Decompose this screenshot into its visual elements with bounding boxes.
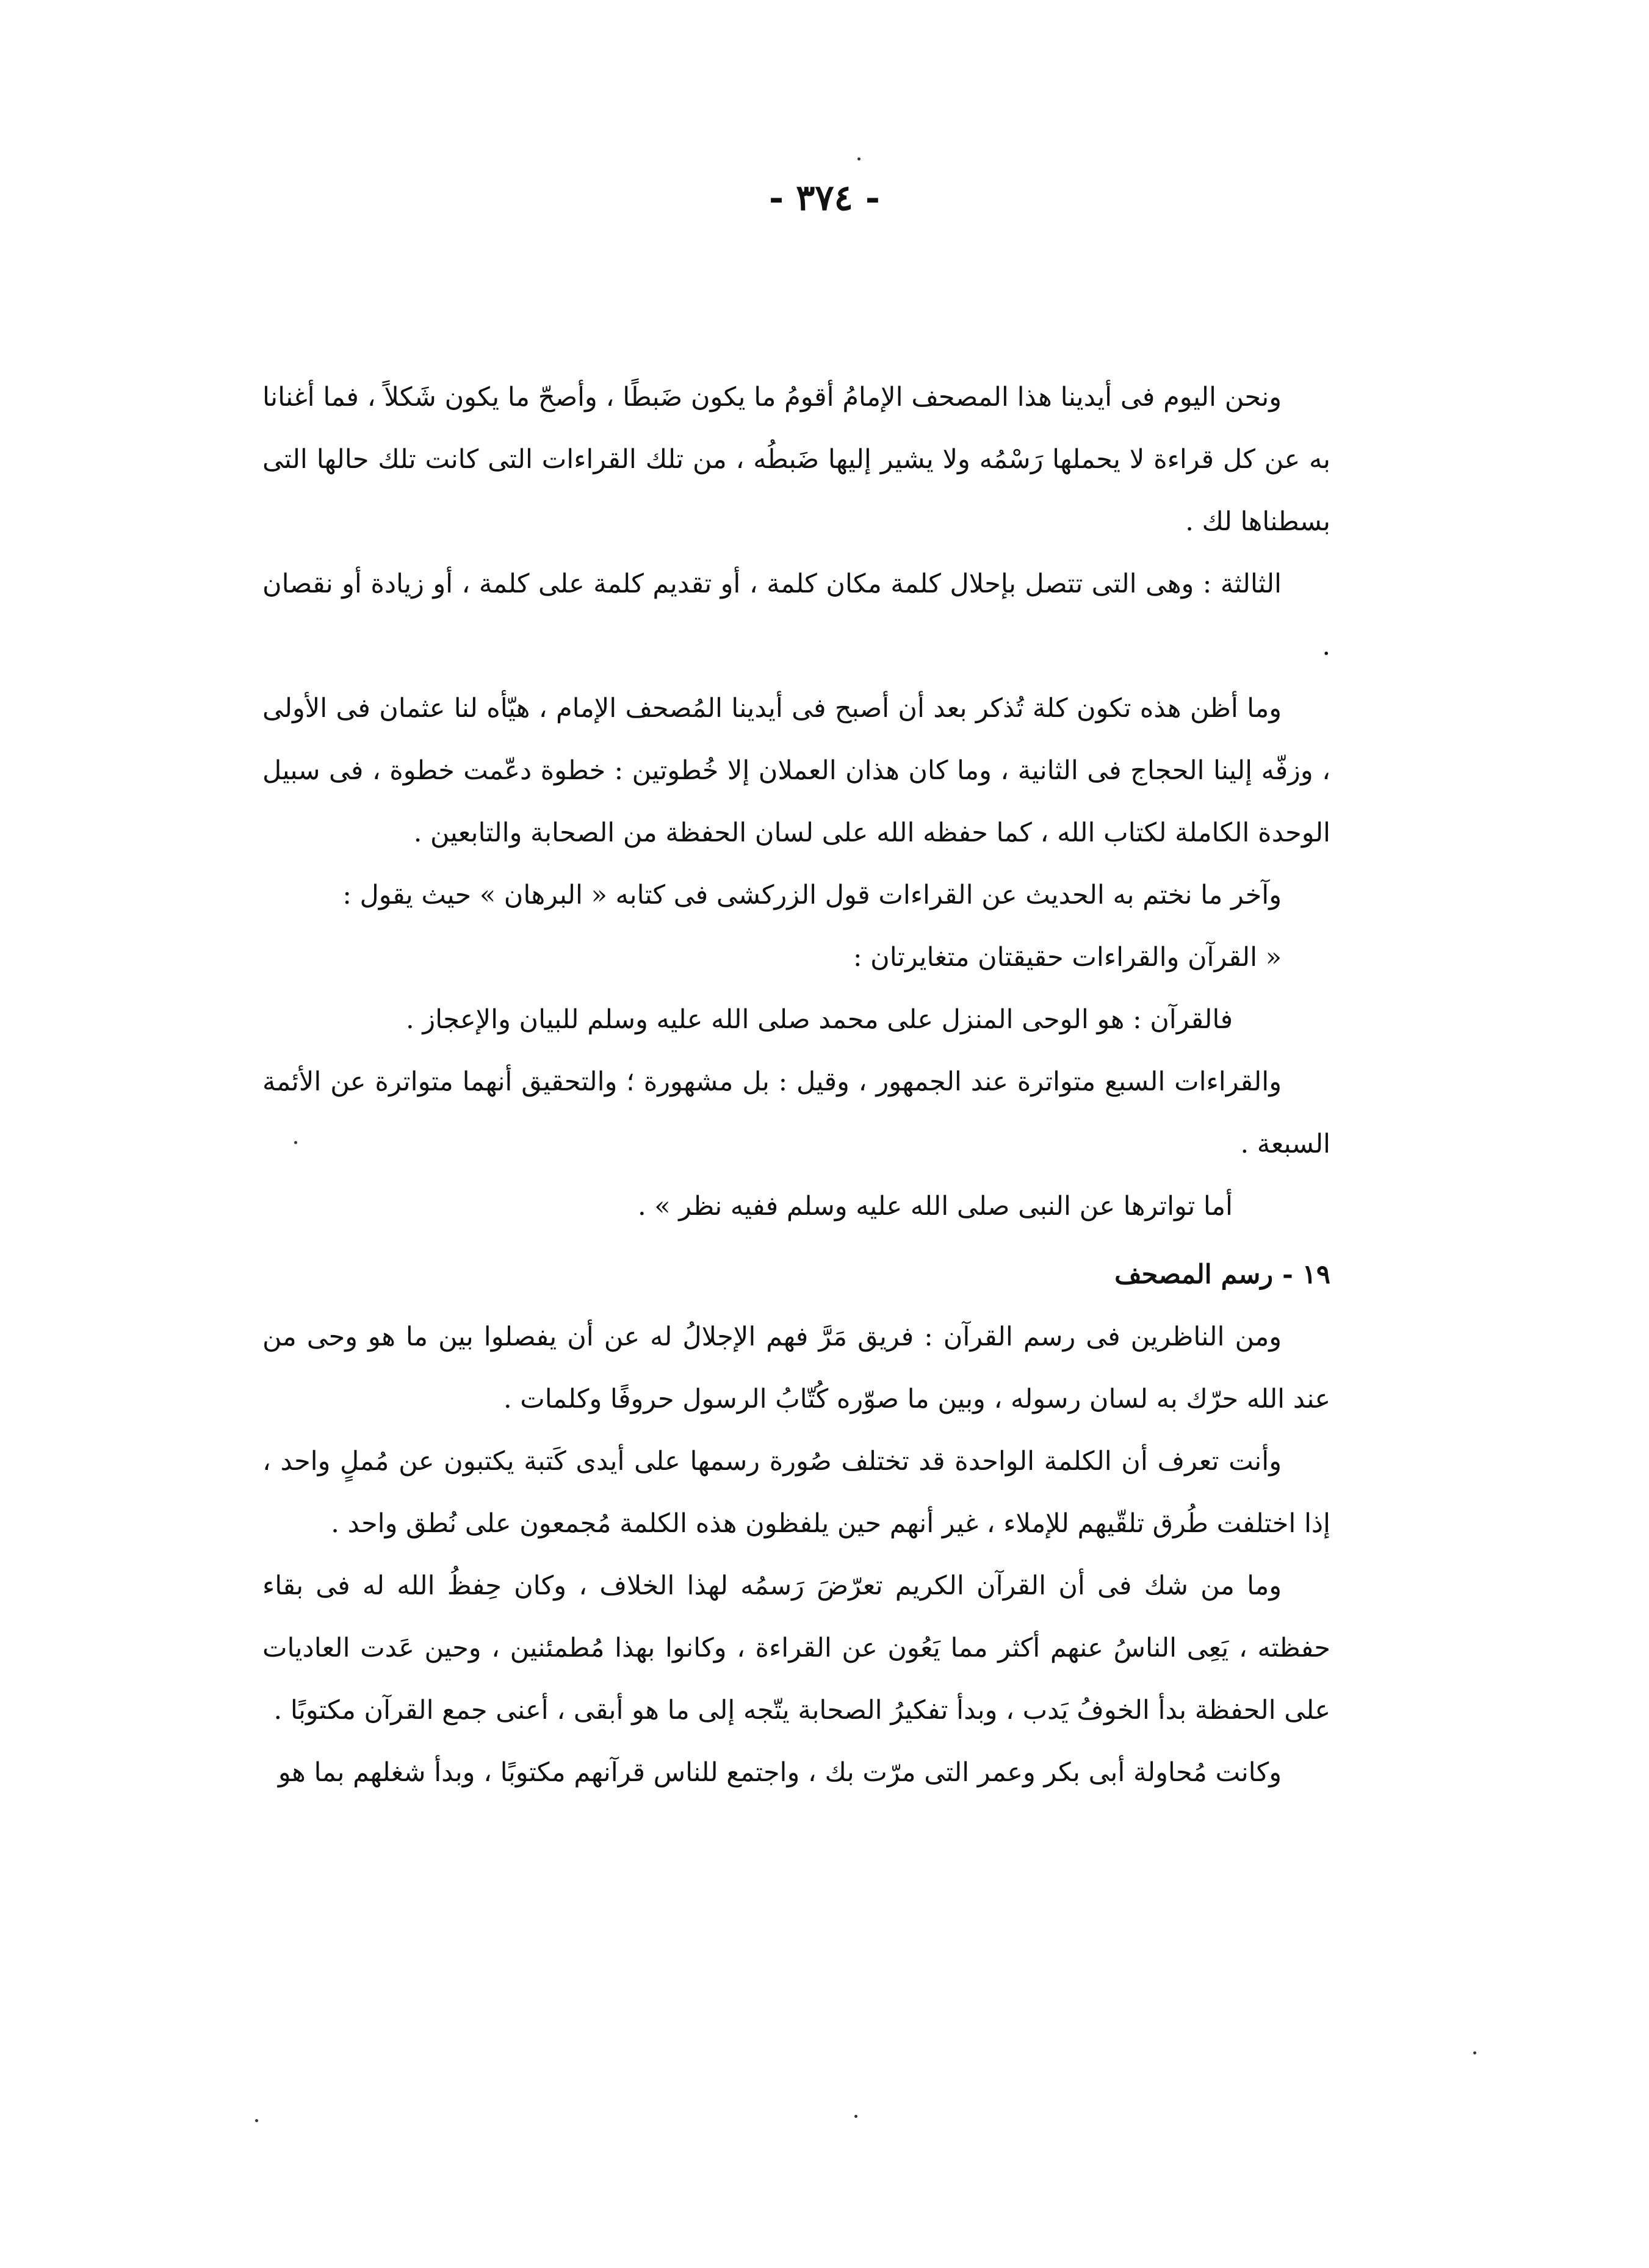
paragraph-3: وما أظن هذه تكون كلة تُذكر بعد أن أصبح فى أيدينا المُصحف الإمام ، هيّأه لنا عثمان فى الأولى ، وزفّه إلينا الحجاج فى الثانية ، وما كان هذان العملان إلا خُطوتين : خطوة دعّمت خطوة ، فى سبيل الوحدة الكاملة لكتاب الله ، كما حفظه الله على لسان الحفظة من الصحابة والتابعين . — [262, 693, 1330, 848]
scan-speck — [1473, 2051, 1476, 2054]
quote-definition: فالقرآن : هو الوحى المنزل على محمد صلى الله عليه وسلم للبيان والإعجاز . — [406, 1004, 1233, 1035]
quote-opening: « القرآن والقراءات حقيقتان متغايرتان : — [853, 942, 1282, 973]
page-number: - ٣٧٤ - — [769, 177, 880, 218]
quote-closing: أما تواترها عن النبى صلى الله عليه وسلم ففيه نظر » . — [637, 1191, 1233, 1222]
paragraph-1: ونحن اليوم فى أيدينا هذا المصحف الإمامُ أقومُ ما يكون ضَبطًا ، وأصحّ ما يكون شَكلاً ، فما أغنانا به عن كل قراءة لا يحملها رَسْمُه ولا يشير إليها ضَبطُه ، من تلك القراءات التى كانت تلك حالها التى بسطناها لك . — [262, 382, 1330, 537]
paragraph-4: وآخر ما نختم به الحديث عن القراءات قول الزركشى فى كتابه « البرهان » حيث يقول : — [342, 880, 1282, 910]
section-heading: ١٩ - رسم المصحف — [1114, 1259, 1330, 1290]
scan-speck — [255, 2119, 258, 2122]
page-body — [262, 366, 1330, 1804]
paragraph-2: الثالثة : وهى التى تتصل بإحلال كلمة مكان كلمة ، أو تقديم كلمة على كلمة ، أو زيادة أو نقصان . — [262, 569, 1330, 661]
paragraph-8: وكانت مُحاولة أبى بكر وعمر التى مرّت بك ، واجتمع للناس قرآنهم مكتوبًا ، وبدأ شغلهم بما هو — [278, 1757, 1282, 1788]
paragraph-5: ومن الناظرين فى رسم القرآن : فريق مَرَّ فهم الإجلالُ له عن أن يفصلوا بين ما هو وحى من عند الله حرّك به لسان رسوله ، وبين ما صوّره كُتّابُ الرسول حروفًا وكلمات . — [262, 1322, 1330, 1414]
scan-speck — [857, 157, 861, 160]
paragraph-6: وأنت تعرف أن الكلمة الواحدة قد تختلف صُورة رسمها على أيدى كَتبة يكتبون عن مُملٍ واحد ، إذا اختلفت طُرق تلقّيهم للإملاء ، غير أنهم حين يلفظون هذه الكلمة مُجمعون على نُطق واحد . — [262, 1446, 1330, 1539]
paragraph-7: وما من شك فى أن القرآن الكريم تعرّضَ رَسمُه لهذا الخلاف ، وكان حِفظُ الله له فى بقاء حفظته ، يَعِى الناسُ عنهم أكثر مما يَعُون عن القراءة ، وكانوا بهذا مُطمئنين ، وحين عَدت العاديات على الحفظة بدأ الخوفُ يَدب ، وبدأ تفكيرُ الصحابة يتّجه إلى ما هو أبقى ، أعنى جمع القرآن مكتوبًا . — [262, 1571, 1330, 1726]
scan-speck — [294, 1141, 297, 1144]
scan-speck — [854, 2115, 857, 2118]
quote-seven-readings: والقراءات السبع متواترة عند الجمهور ، وقيل : بل مشهورة ؛ والتحقيق أنهما متواترة عن الأئمة السبعة . — [262, 1067, 1330, 1159]
